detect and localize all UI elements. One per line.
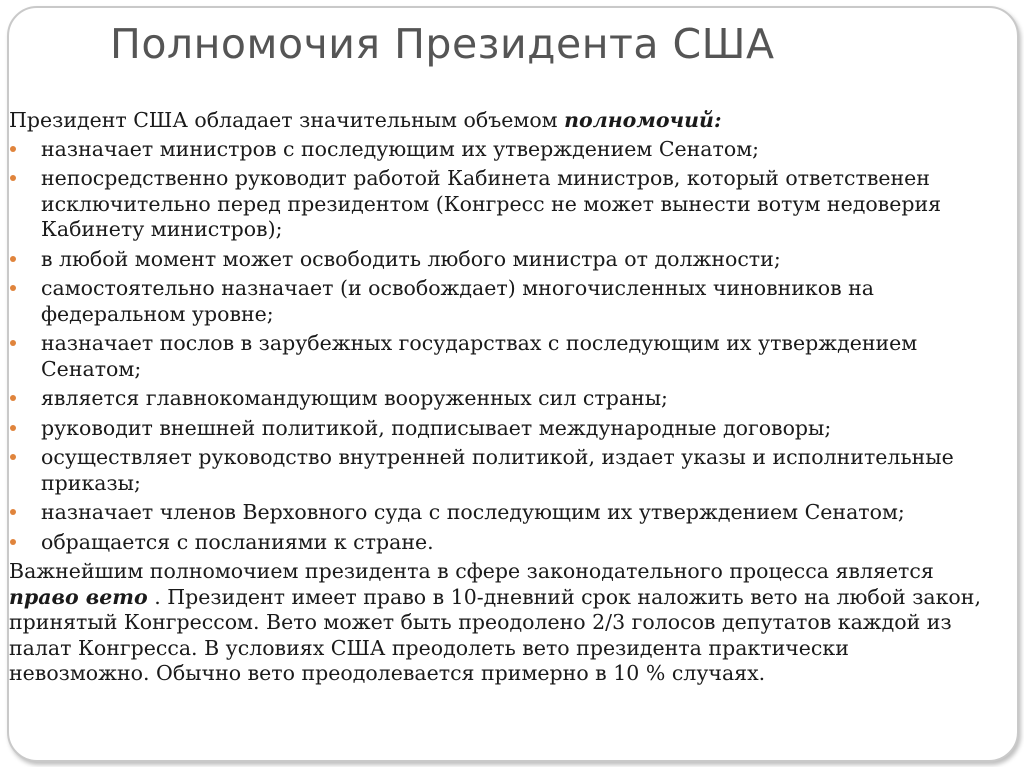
list-item-text: назначает членов Верховного суда с последующим их утверждением Сенатом;	[41, 500, 905, 524]
list-item	[9, 166, 1005, 243]
intro-text: Президент США обладает значительным объемом	[9, 108, 565, 132]
bullet-icon	[10, 395, 16, 401]
bullet-icon	[10, 146, 16, 152]
list-item	[9, 137, 1005, 163]
list-item-text: в любой момент может освободить любого министра от должности;	[41, 246, 781, 271]
list-item	[9, 530, 1005, 556]
list-item	[9, 386, 1005, 412]
list-item	[9, 247, 1005, 273]
powers-list	[9, 137, 1005, 556]
list-item-text: руководит внешней политикой, подписывает международные договоры;	[41, 415, 832, 440]
bullet-icon	[10, 285, 16, 291]
bullet-icon	[10, 509, 16, 515]
slide-title: Полномочия Президента США	[110, 20, 775, 68]
bullet-icon	[10, 425, 16, 431]
outro-text-after: . Президент имеет право в 10-дневний срок наложить вето на любой закон, принятый Конгрессом. Вето может быть преодолено 2/3 голосов депутатов каждой из палат Конгресса. В условиях США преодолеть вето президента практически невозможно. Обычно вето преодолевается примерно в 10 % случаях.	[9, 584, 981, 685]
list-item	[9, 331, 1005, 382]
bullet-icon	[10, 175, 16, 181]
list-item-text: непосредственно руководит работой Кабинета министров, который ответственен исключительно перед президентом (Конгресс не может вынести вотум недоверия Кабинету министров);	[41, 166, 942, 241]
list-item	[9, 276, 1005, 327]
intro-paragraph	[9, 108, 1005, 134]
list-item-text: назначает министров с последующим их утверждением Сенатом;	[41, 136, 760, 161]
intro-emphasis: полномочий:	[564, 108, 722, 132]
list-item-text: является главнокомандующим вооруженных сил страны;	[41, 386, 668, 410]
bullet-icon	[10, 454, 16, 460]
list-item-text: самостоятельно назначает (и освобождает) многочисленных чиновников на федеральном уровне;	[41, 276, 875, 326]
list-item	[9, 500, 1005, 526]
list-item-text: назначает послов в зарубежных государствах с последующим их утверждением Сенатом;	[41, 331, 918, 381]
list-item-text: обращается с посланиями к стране.	[41, 529, 434, 554]
bullet-icon	[10, 340, 16, 346]
slide-content	[9, 108, 1005, 687]
list-item	[9, 445, 1005, 496]
bullet-icon	[10, 539, 16, 545]
bullet-icon	[10, 256, 16, 262]
outro-text-before: Важнейшим полномочием президента в сфере законодательного процесса является	[9, 559, 934, 583]
list-item	[9, 416, 1005, 442]
veto-emphasis: право вето	[9, 584, 148, 609]
list-item-text: осуществляет руководство внутренней политикой, издает указы и исполнительные приказы;	[41, 445, 954, 495]
outro-paragraph	[9, 559, 1005, 687]
